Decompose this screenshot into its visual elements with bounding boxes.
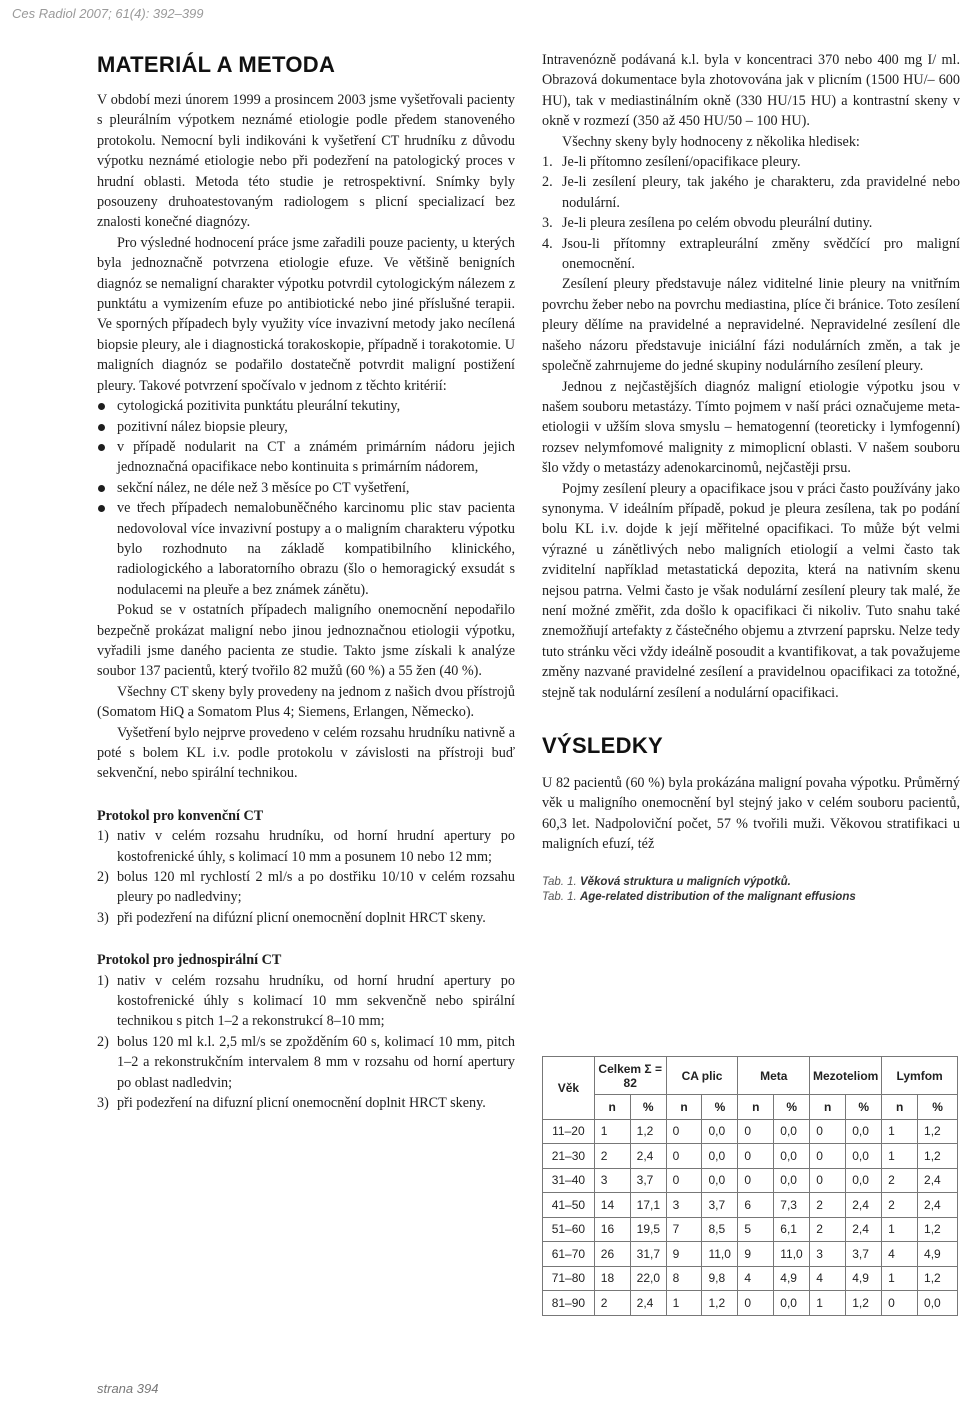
table-cell: 2,4 [630,1291,666,1316]
table-cell: 31,7 [630,1242,666,1267]
evaluation-criteria-list [542,152,960,274]
table-cell: 1 [882,1217,918,1242]
table-cell: 0,0 [918,1291,958,1316]
table-cell: 4 [810,1266,846,1291]
table-cell-age: 41–50 [543,1193,595,1218]
table-cell: 0 [738,1168,774,1193]
table-cell-age: 61–70 [543,1242,595,1267]
table-row [543,1168,958,1193]
table-cell: 19,5 [630,1217,666,1242]
evaluation-criterion: 3. Je-li pleura zesílena po celém obvodu pleurální dutiny. [542,215,873,232]
table-cell: 0 [738,1291,774,1316]
table-cell-age: 51–60 [543,1217,595,1242]
table-subheader: % [774,1095,810,1120]
table-cell: 0 [666,1119,702,1144]
criteria-bullet: sekční nález, ne déle než 3 měsíce po CT vyšetření, [97,478,515,498]
table-cell: 1,2 [846,1291,882,1316]
table-header-group: Lymfom [882,1057,958,1095]
table-cell: 2 [882,1168,918,1193]
table-subheader: % [846,1095,882,1120]
table-cell: 0,0 [774,1119,810,1144]
table-header-group: Meta [738,1057,810,1095]
methods-paragraph-7: Všechny skeny byly hodnoceny z několika hledisek: [562,133,860,150]
table-row [543,1217,958,1242]
protocol-conventional-list [97,826,515,928]
methods-paragraph-8: Zesílení pleury představuje nález viditelné linie pleury na vnitřním povrchu žeber nebo na povrchu mediastina, plíce či bránice. Toto zesílení pleury dělíme na pravidelné a nepravidelné. Nepravidelné zesílení dle našeho názoru představuje iniciální fázi nodulárních změn, a tak je společně zahrnujeme do jedné skupiny nodulárního zesílení pleury. [542,276,960,375]
table-cell: 22,0 [630,1266,666,1291]
table-cell: 8 [666,1266,702,1291]
table-subheader: % [702,1095,738,1120]
table-header-row [543,1057,958,1095]
table-cell: 1 [810,1291,846,1316]
section-title-methods: MATERIÁL A METODA [97,52,336,77]
table-subheader: % [630,1095,666,1120]
criteria-bullet: ve třech případech nemalobuněčného karcinomu plic stav pacienta nedovoloval více invazivní postupy a o maligním charakteru výpotku bylo rozhodnuto na základě kompatibilního klinického, radiologického a laboratorního obrazu (šlo o hemoragický exsudát s nodulacemi na pleuře a bez známek zánětu). [97,498,515,600]
table-cell: 1,2 [918,1266,958,1291]
table-caption [542,875,960,905]
table-cell: 7,3 [774,1193,810,1218]
criteria-bullet-list [97,396,515,600]
table-body [543,1119,958,1315]
table-cell: 3,7 [846,1242,882,1267]
protocol-step: 2) bolus 120 ml k.l. 2,5 ml/s se zpožděním 60 s, kolimací 10 mm, pitch 1–2 a rekonstrukčním intervalem 8 mm v rozsahu od horní apertury po oblast nadledvin; [97,1033,515,1091]
methods-paragraph-6: Intravenózně podávaná k.l. byla v koncentraci 370 nebo 400 mg I/ ml. Obrazová dokumentace byla zhotovována jak v plicním (1500 HU/– 600 HU), tak v mediastinálním okně (330 HU/15 HU) a kontrastní skeny v okně v rozmezí (350 až 450 HU/50 – 100 HU). [542,52,960,130]
protocol-step: 1) nativ v celém rozsahu hrudníku, od horní hrudní apertury po kostofrenické úhly s kolimací 10 mm sekvenčně nebo spirální technikou s pitch 1–2 a rekonstrukcí 8–10 mm; [97,972,515,1030]
table-header-group: CA plic [666,1057,738,1095]
table-cell: 0,0 [846,1144,882,1169]
table-cell: 3,7 [630,1168,666,1193]
protocol-step: 1) nativ v celém rozsahu hrudníku, od horní hrudní apertury po kostofrenické úhly, s kolimací 10 mm a posunem 10 nebo 12 mm; [97,828,515,865]
table-header-group: Mezoteliom [810,1057,882,1095]
protocol-conventional-title: Protokol pro konvenční CT [97,807,264,824]
table-cell-age: 11–20 [543,1119,595,1144]
table-cell: 2,4 [630,1144,666,1169]
table-row [543,1266,958,1291]
table-cell: 7 [666,1217,702,1242]
table-cell: 1 [882,1144,918,1169]
evaluation-criterion: 2. Je-li zesílení pleury, tak jakého je charakteru, zda pravidelné nebo nodulární. [542,174,960,211]
protocol-spiral-title: Protokol pro jednospirální CT [97,952,282,969]
table-cell: 4,9 [918,1242,958,1267]
table-row [543,1119,958,1144]
table-cell: 0,0 [702,1144,738,1169]
methods-paragraph-4: Všechny CT skeny byly provedeny na jednom z našich dvou přístrojů (Somatom HiQ a Somatom Plus 4; Siemens, Erlangen, Německo). [97,683,515,721]
methods-paragraph-3: Pokud se v ostatních případech maligního onemocnění nepodařilo bezpečně prokázat maligní nebo jinou jednoznačnou etiologii výpotku, vyřadili jsme daného pacienta ze studie. Takto jsme získali k analýze soubor 137 pacientů, který tvořilo 82 mužů (60 %) a 55 žen (40 %). [97,602,515,680]
table-cell: 1 [882,1119,918,1144]
table-cell: 1,2 [630,1119,666,1144]
evaluation-criterion: 1. Je-li přítomno zesílení/opacifikace pleury. [542,154,801,171]
protocol-step: 2) bolus 120 ml rychlostí 2 ml/s a po dostřiku 10/10 v celém rozsahu pleury po nadledviny; [97,869,515,906]
table-cell: 0,0 [774,1144,810,1169]
table-subheader: n [810,1095,846,1120]
methods-paragraph-2: Pro výsledné hodnocení práce jsme zařadili pouze pacienty, u kterých byla jednoznačně potvrzena etiologie efuze. Ve většině benigních diagnóz se nemaligní charakter výpotku potvrdil cytologickým nálezem z punktátu a vymizením efuze po antibiotické nebo jiné příslušné terapii. Ve sporných případech byly využity více invazivní metody jako necílená biopsie pleury, ale i diagnostická torakoskopie, případně i torakotomie. U maligních diagnóz se podařilo dostatečně potvrdit maligní postižení pleury. Takové potvrzení spočívalo v jednom z těchto kritérií: [97,234,515,394]
table-cell: 1,2 [918,1119,958,1144]
protocol-step: 3) při podezření na difúzní plicní onemocnění doplnit HRCT skeny. [97,909,486,926]
table-cell: 9,8 [702,1266,738,1291]
methods-paragraph-9: Jednou z nejčastějších diagnóz maligní etiologie výpotku jsou v našem souboru metastázy. Tímto pojmem v naší práci označujeme meta-etiologii v užším slova smyslu – hematogenní (teoreticky i lymfogenní) rozsev nelymfomové malignity z mimoplicní oblasti. V našem souboru šlo vždy o metastázy adenokarcinomů, nejčastěji prsu. [542,378,960,477]
table-cell: 26 [594,1242,630,1267]
table-cell: 17,1 [630,1193,666,1218]
table-cell: 0,0 [774,1291,810,1316]
methods-paragraph-5: Vyšetření bylo nejprve provedeno v celém rozsahu hrudníku nativně a poté s bolem KL i.v. podle protokolu v závislosti na přístroji buď sekvenční, nebo spirální technikou. [97,724,515,782]
table-cell: 1,2 [918,1144,958,1169]
table-cell: 9 [666,1242,702,1267]
table-cell: 3,7 [702,1193,738,1218]
table-cell: 0,0 [774,1168,810,1193]
protocol-spiral-list [97,971,515,1114]
table-cell: 2 [810,1193,846,1218]
table-row [543,1242,958,1267]
table-cell: 2,4 [918,1193,958,1218]
table-cell: 0 [810,1168,846,1193]
table-row [543,1291,958,1316]
table-cell-age: 81–90 [543,1291,595,1316]
table-cell: 0 [810,1119,846,1144]
table-caption-czech: Tab. 1. Věková struktura u maligních výpotků. [542,875,791,888]
table-subheader-row [543,1095,958,1120]
evaluation-criterion: 4. Jsou-li přítomny extrapleurální změny svědčící pro maligní onemocnění. [542,235,960,273]
table-cell: 2,4 [846,1193,882,1218]
table-cell: 9 [738,1242,774,1267]
table-cell: 1,2 [702,1291,738,1316]
table-cell: 11,0 [774,1242,810,1267]
criteria-bullet: pozitivní nález biopsie pleury, [97,417,515,437]
table-cell: 0,0 [702,1168,738,1193]
table-caption-english: Tab. 1. Age-related distribution of the malignant effusions [542,890,856,903]
table-cell: 0 [882,1291,918,1316]
table-cell: 2 [810,1217,846,1242]
table-cell: 4 [882,1242,918,1267]
running-head: Ces Radiol 2007; 61(4): 392–399 [12,6,204,21]
table-cell: 14 [594,1193,630,1218]
table-cell: 11,0 [702,1242,738,1267]
table-cell: 8,5 [702,1217,738,1242]
table-cell: 4 [738,1266,774,1291]
table-subheader: % [918,1095,958,1120]
methods-paragraph-1: V období mezi únorem 1999 a prosincem 2003 jsme vyšetřovali pacienty s pleurálním výpotkem neznámé etiologie podle předem stanoveného protokolu. Nemocní byli indikováni k vyšetření CT hrudníku z důvodu výpotku neznámé etiologie nebo při podezření na patologický proces v hrudní oblasti. Metoda této studie je retrospektivní. Snímky byly posouzeny druhoatestovaným radiologem s plicní specializací bez znalosti konečné diagnózy. [97,92,515,231]
table-cell: 2,4 [846,1217,882,1242]
table-cell: 0 [810,1144,846,1169]
table-cell: 5 [738,1217,774,1242]
table-cell: 1 [594,1119,630,1144]
table-header-age: Věk [543,1057,595,1120]
table-cell: 0 [666,1144,702,1169]
table-cell-age: 71–80 [543,1266,595,1291]
table-subheader: n [882,1095,918,1120]
table-cell: 0,0 [846,1119,882,1144]
table-cell: 18 [594,1266,630,1291]
table-row [543,1193,958,1218]
table-cell: 0 [666,1168,702,1193]
results-section [542,733,960,855]
age-distribution-table [542,1056,958,1316]
left-column [97,50,515,1114]
table-row [543,1144,958,1169]
table-cell: 1 [666,1291,702,1316]
table-subheader: n [594,1095,630,1120]
results-paragraph-1: U 82 pacientů (60 %) byla prokázána maligní povaha výpotku. Průměrný věk u maligního onemocnění byl stejný jako v celém souboru pacientů, 60,3 let. Nadpoloviční počet, 57 % tvořili muži. Věkovou stratifikaci u maligních efuzí, též [542,775,960,853]
table-cell: 3 [666,1193,702,1218]
table-cell: 2 [882,1193,918,1218]
table-cell: 0 [738,1144,774,1169]
table-cell-age: 31–40 [543,1168,595,1193]
table-cell: 1 [882,1266,918,1291]
table-cell: 0,0 [702,1119,738,1144]
table-subheader: n [738,1095,774,1120]
table-subheader: n [666,1095,702,1120]
page-footer: strana 394 [97,1381,159,1396]
table-cell: 3 [594,1168,630,1193]
table-header-group: Celkem Σ = 82 [594,1057,666,1095]
protocol-step: 3) při podezření na difuzní plicní onemocnění doplnit HRCT skeny. [97,1095,486,1112]
table-cell: 1,2 [918,1217,958,1242]
table-cell: 0 [738,1119,774,1144]
right-column [542,50,960,905]
table-cell: 2 [594,1144,630,1169]
table-cell: 6,1 [774,1217,810,1242]
section-title-results: VÝSLEDKY [542,733,663,758]
criteria-bullet: cytologická pozitivita punktátu pleurální tekutiny, [97,396,515,416]
table-cell: 3 [810,1242,846,1267]
table-cell: 6 [738,1193,774,1218]
table-cell: 2 [594,1291,630,1316]
table-cell: 16 [594,1217,630,1242]
criteria-bullet: v případě nodularit na CT a známém primárním nádoru jejich jednoznačná opacifikace nebo kontinuita s primárním nádorem, [97,437,515,478]
methods-paragraph-10: Pojmy zesílení pleury a opacifikace jsou v práci často používány jako synonyma. V ideálním případě, pokud je pleura zesílena, tak po podání bolu KL i.v. dojde k její měřitelné opacifikaci. To může být velmi výrazné u zánětlivých nebo maligních etiologií a velmi často tak zviditelní například metastatická depozita, která na nativním skenu nejsou patrna. Velmi často je však nodulární zesílení pleury tak malé, že není možné změřit, zda došlo k opacifikaci či nikoliv. Tuto snahu také znemožňují artefakty z částečného objemu a ztvrzení paprsku. Nelze tedy tuto stránku věci vždy ideálně posoudit a kvantifikovat, a tak považujeme změny nazvané pravidelné zesílení a pravidelnou opacifikaci za totožné, stejně tak nodulární zesílení a nodulární opacifikaci. [542,480,960,701]
table-cell: 4,9 [774,1266,810,1291]
table-cell: 4,9 [846,1266,882,1291]
table-cell: 2,4 [918,1168,958,1193]
table-cell: 0,0 [846,1168,882,1193]
table-cell-age: 21–30 [543,1144,595,1169]
